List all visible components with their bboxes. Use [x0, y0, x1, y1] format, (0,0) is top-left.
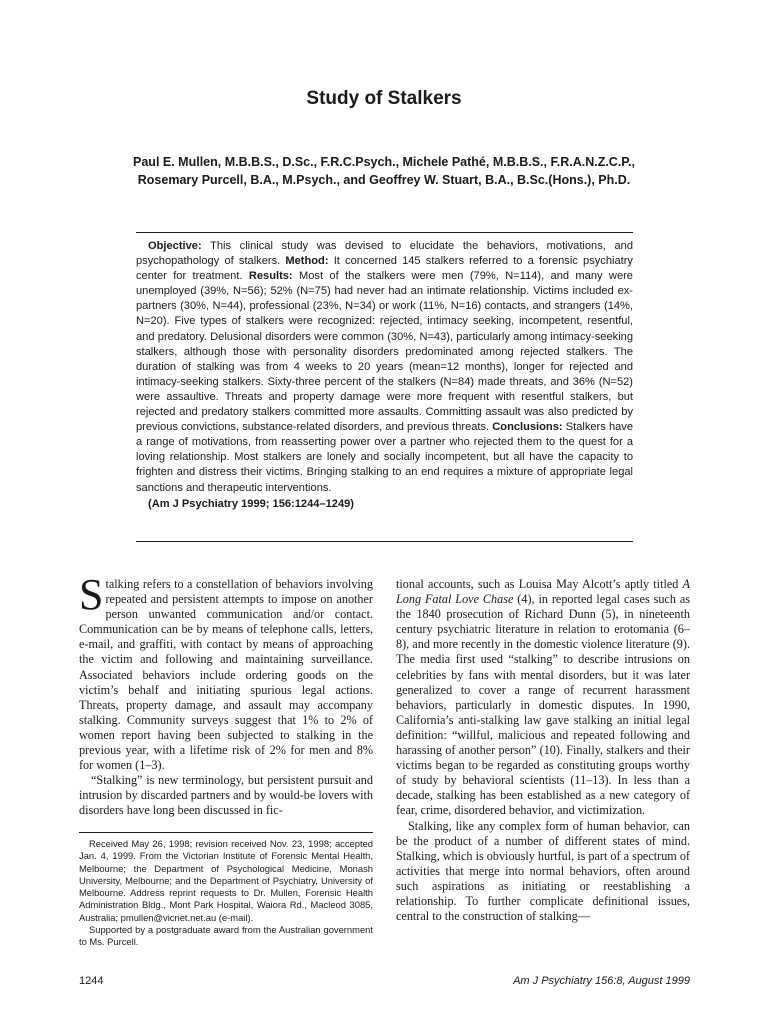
- conclusions-label: Conclusions:: [492, 421, 563, 434]
- history-text-b: (4), in reported legal cases such as the 1840 prosecution of Richard Dunn (5), in nineteenth century psychiatric literature in relation to erotomania (6–8), and more recently in the domestic violence literature (9). The media first used “stalking” to describe intrusions on celebrities by fans with mental disorders, but it was later generalized to cover a range of recurrent harassment behaviors, particularly in domestic disputes. In 1990, California’s anti-stalking law gave stalking an initial legal definition: “willful, malicious and repeated following and harassing of another person” (10). Finally, stalkers and their victims began to be regarded as constituting groups worthy of study by behavioral scientists (11–13). In less than a decade, stalking has been established as a new category of fear, crime, disordered behavior, and victimization.: [396, 592, 691, 818]
- intro-paragraph-2: “Stalking” is new terminology, but persistent pursuit and intrusion by discarded partners and by would-be lovers with disorders have long been discussed in fic-: [79, 773, 373, 818]
- results-label: Results:: [248, 270, 293, 283]
- article-title: Study of Stalkers: [306, 88, 462, 109]
- objective-text: This clinical study was devised to elucidate the behaviors, motivations, and psychopathology of stalkers.: [136, 240, 633, 268]
- authors-line-1: Paul E. Mullen, M.B.B.S., D.Sc., F.R.C.Psych., Michele Pathé, M.B.B.S., F.R.A.N.Z.C.P.,: [133, 155, 635, 169]
- history-paragraph: [396, 577, 690, 819]
- book-title: A Long Fatal Love Chase: [396, 577, 690, 607]
- results-text: Most of the stalkers were men (79%, N=114), and many were unemployed (39%, N=56); 52% (N=75) had never had an intimate relationship. Victims included ex-partners (30%, N=44), professional (23%, N=34) or work (11%, N=16) contacts, and strangers (14%, N=20). Five types of stalkers were recognized: rejected, intimacy seeking, incompetent, resentful, and predatory. Delusional disorders were common (30%, N=43), particularly among intimacy-seeking stalkers, although those with personality disorders predominated among rejected stalkers. The duration of stalking was from 4 weeks to 20 years (mean=12 months), longer for rejected and intimacy-seeking stalkers. Sixty-three percent of the stalkers (N=84) made threats, and 36% (N=52) were assaultive. Threats and property damage were more frequent with resentful stalkers, but rejected and predatory stalkers committed more assaults. Committing assault was also predicted by previous convictions, substance-related disorders, and previous threats.: [136, 270, 633, 434]
- footnote-support: Supported by a postgraduate award from the Australian government to Ms. Purcell.: [79, 924, 373, 948]
- abstract: [136, 239, 633, 512]
- abstract-top-rule: [136, 232, 633, 233]
- definition-paragraph: Stalking, like any complex form of human behavior, can be the product of a number of different states of mind. Stalking, which is obviously hurtful, is part of a spectrum of activities that merge into normal behaviors, often around such aspirations as initiating or reestablishing a relationship. To further complicate definitional issues, central to the construction of stalking—: [396, 818, 690, 924]
- abstract-bottom-rule: [136, 541, 633, 542]
- history-text-a: tional accounts, such as Louisa May Alcott’s aptly titled: [396, 577, 683, 591]
- drop-cap: S: [79, 570, 104, 619]
- page-number: 1244: [79, 975, 104, 987]
- footnote: [79, 838, 373, 949]
- intro-paragraph-1-text: talking refers to a constellation of behaviors involving repeated and persistent attempts to impose on another person unwanted communication and/or contact. Communication can be by means of telephone calls, letters, e-mail, and graffiti, with contact by means of approaching the victim and following and maintaining surveillance. Associated behaviors include ordering goods on the victim’s behalf and initiating spurious legal actions. Threats, property damage, and assault may accompany stalking. Community surveys suggest that 1% to 2% of women report having been subjected to stalking in the previous year, with a lifetime risk of 2% for men and 8% for women (1–3).: [79, 577, 373, 773]
- objective-label: Objective:: [148, 240, 202, 252]
- abstract-citation: (Am J Psychiatry 1999; 156:1244–1249): [148, 497, 354, 510]
- footnote-received: Received May 26, 1998; revision received Nov. 23, 1998; accepted Jan. 4, 1999. From the Victorian Institute of Forensic Mental Health, Melbourne; the Department of Psychological Medicine, Monash University, Melbourne; and the Department of Psychiatry, University of Melbourne. Address reprint requests to Dr. Mullen, Forensic Health Administration Bldg., Mont Park Hospital, Waiora Rd., Macleod 3085, Australia; pmullen@vicnet.net.au (e-mail).: [79, 838, 373, 923]
- method-text: It concerned 145 stalkers referred to a forensic psychiatry center for treatment.: [136, 255, 633, 283]
- body-column-right: [396, 577, 690, 924]
- journal-footer: Am J Psychiatry 156:8, August 1999: [513, 975, 690, 987]
- abstract-body: [136, 239, 633, 496]
- author-list: [60, 153, 708, 189]
- authors-line-2: Rosemary Purcell, B.A., M.Psych., and Geoffrey W. Stuart, B.A., B.Sc.(Hons.), Ph.D.: [137, 173, 631, 187]
- footnote-rule: [79, 832, 373, 833]
- intro-paragraph-1: [79, 570, 373, 773]
- body-column-left: [79, 570, 373, 819]
- conclusions-text: Stalkers have a range of motivations, from reasserting power over a partner who rejected them to the quest for a loving relationship. Most stalkers are lonely and socially incompetent, but all have the capacity to frighten and distress their victims. Bringing stalking to an end requires a mixture of appropriate legal sanctions and therapeutic interventions.: [136, 421, 633, 494]
- method-label: Method:: [285, 255, 329, 268]
